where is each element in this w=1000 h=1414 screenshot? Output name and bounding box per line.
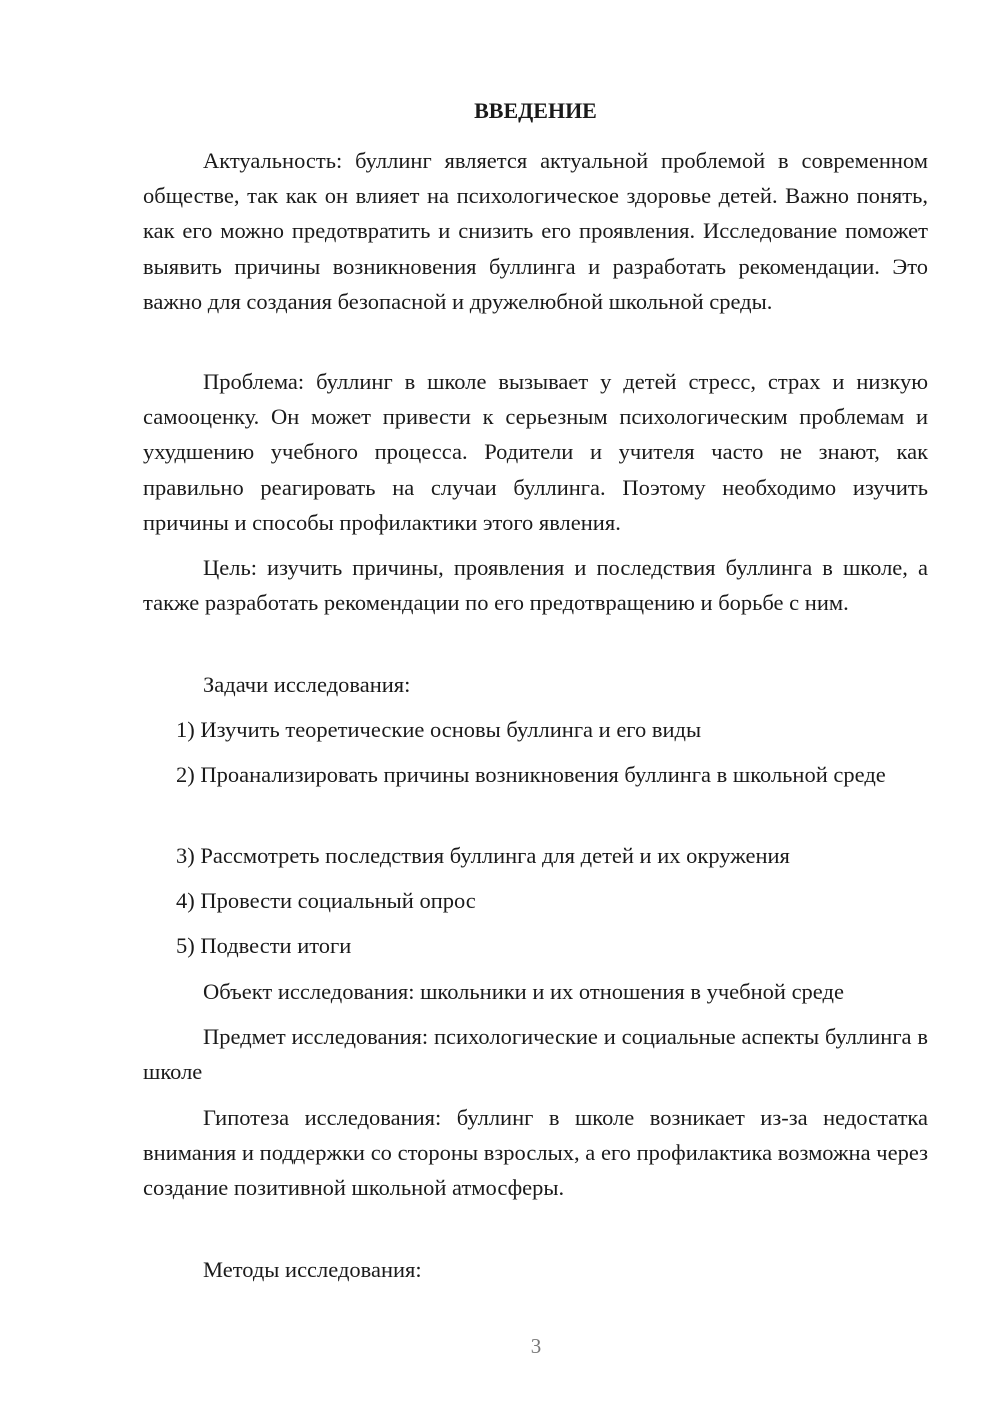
list-item-task-5: 5) Подвести итоги	[176, 933, 352, 958]
paragraph-methods: Методы исследования:	[203, 1257, 422, 1282]
paragraph-problem: Проблема: буллинг в школе вызывает у детей стресс, страх и низкую самооценку. Он может привести к серьезным психологическим проблемам и ухудшению учебного процесса. Родители и учителя часто не знают, как правильно реагировать на случаи буллинга. Поэтому необходимо изучить причины и способы профилактики этого явления.	[143, 369, 928, 535]
list-item-task-1: 1) Изучить теоретические основы буллинга и его виды	[176, 717, 702, 742]
list-item-task-2: 2) Проанализировать причины возникновения буллинга в школьной среде	[176, 762, 886, 787]
paragraph-tasks-intro: Задачи исследования:	[203, 672, 411, 697]
paragraph-relevance: Актуальность: буллинг является актуальной проблемой в современном обществе, так как он влияет на психологическое здоровье детей. Важно понять, как его можно предотвратить и снизить его проявления. Исследование поможет выявить причины возникновения буллинга и разработать рекомендации. Это важно для создания безопасной и дружелюбной школьной среды.	[143, 148, 928, 314]
paragraph-object: Объект исследования: школьники и их отношения в учебной среде	[203, 979, 844, 1004]
paragraph-hypothesis: Гипотеза исследования: буллинг в школе возникает из-за недостатка внимания и поддержки со стороны взрослых, а его профилактика возможна через создание позитивной школьной атмосферы.	[143, 1105, 928, 1201]
page-number: 3	[530, 1334, 542, 1358]
paragraph-subject: Предмет исследования: психологические и социальные аспекты буллинга в школе	[143, 1024, 928, 1085]
paragraph-goal: Цель: изучить причины, проявления и последствия буллинга в школе, а также разработать рекомендации по его предотвращению и борьбе с ним.	[143, 555, 928, 616]
section-heading: ВВЕДЕНИЕ	[474, 98, 597, 123]
list-item-task-3: 3) Рассмотреть последствия буллинга для детей и их окружения	[176, 843, 790, 868]
list-item-task-4: 4) Провести социальный опрос	[176, 888, 476, 913]
